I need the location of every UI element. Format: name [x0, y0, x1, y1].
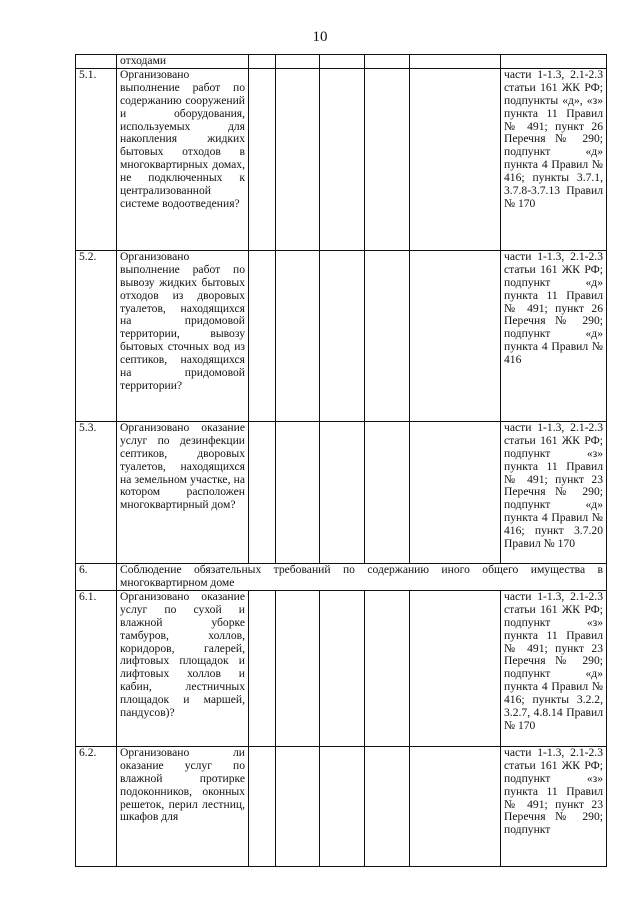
page-number: 10 [312, 29, 328, 45]
question-text: Организовано ли оказание услуг по влажной протирке подоконников, оконных решеток, перил лестниц, шкафов для [117, 746, 249, 866]
table-row [76, 746, 607, 866]
row-number: 5.1. [76, 68, 117, 250]
reference-text: части 1-1.3, 2.1-2.3 статьи 161 ЖК РФ; подпункты «д», «з» пункта 11 Правил № 491; пункт 26 Перечня № 290; подпункт «д» пункта 4 Правил № 416; пункты 3.7.1, 3.7.8-3.7.13 Правил № 170 [501, 68, 607, 250]
answer-cell [410, 55, 501, 69]
answer-cell [249, 55, 276, 69]
question-text: Организовано выполнение работ по содержанию сооружений и оборудования, используемых для накопления жидких бытовых отходов в многоквартирных домах, не подключенных к централизованной системе водоотведения? [117, 68, 249, 250]
reference-text [501, 55, 607, 69]
answer-cell [276, 250, 320, 421]
answer-cell [249, 68, 276, 250]
answer-cell [365, 746, 410, 866]
answer-cell [320, 590, 365, 746]
reference-text: части 1-1.3, 2.1-2.3 статьи 161 ЖК РФ; подпункт «з» пункта 11 Правил № 491; пункт 23 Перечня № 290; подпункт «д» пункта 4 Правил № 416; пункт 3.7.20 Правил № 170 [501, 421, 607, 563]
answer-cell [320, 746, 365, 866]
reference-text: части 1-1.3, 2.1-2.3 статьи 161 ЖК РФ; подпункт «з» пункта 11 Правил № 491; пункт 23 Перечня № 290; подпункт [501, 746, 607, 866]
answer-cell [320, 421, 365, 563]
answer-cell [249, 590, 276, 746]
answer-cell [320, 68, 365, 250]
answer-cell [276, 590, 320, 746]
checklist-table [75, 54, 607, 867]
question-text: Организовано выполнение работ по вывозу жидких бытовых отходов из дворовых туалетов, находящихся на придомовой территории, вывозу бытовых сточных вод из септиков, находящихся на придомовой территории? [117, 250, 249, 421]
reference-text: части 1-1.3, 2.1-2.3 статьи 161 ЖК РФ; подпункт «д» пункта 11 Правил № 491; пункт 26 Перечня № 290; подпункт «д» пункта 4 Правил № 416 [501, 250, 607, 421]
answer-cell [410, 250, 501, 421]
answer-cell [249, 421, 276, 563]
question-text: Организовано оказание услуг по дезинфекции септиков, дворовых туалетов, находящихся на земельном участке, на котором расположен многоквартирный дом? [117, 421, 249, 563]
section-row [76, 563, 607, 590]
answer-cell [320, 250, 365, 421]
answer-cell [320, 55, 365, 69]
row-number: 6.1. [76, 590, 117, 746]
answer-cell [276, 421, 320, 563]
question-text: отходами [117, 55, 249, 69]
answer-cell [365, 590, 410, 746]
answer-cell [410, 68, 501, 250]
table-row [76, 55, 607, 69]
table-row [76, 590, 607, 746]
question-text: Организовано оказание услуг по сухой и влажной уборке тамбуров, холлов, коридоров, галерей, лифтовых площадок и лифтовых холлов и кабин, лестничных площадок и маршей, пандусов)? [117, 590, 249, 746]
row-number: 5.3. [76, 421, 117, 563]
answer-cell [249, 746, 276, 866]
answer-cell [410, 421, 501, 563]
table-row [76, 421, 607, 563]
table-row [76, 250, 607, 421]
answer-cell [365, 421, 410, 563]
row-number: 6.2. [76, 746, 117, 866]
answer-cell [276, 68, 320, 250]
section-title: Соблюдение обязательных требований по содержанию иного общего имущества в многоквартирном доме [117, 563, 607, 590]
row-number: 5.2. [76, 250, 117, 421]
answer-cell [410, 590, 501, 746]
answer-cell [365, 68, 410, 250]
answer-cell [249, 250, 276, 421]
row-number [76, 55, 117, 69]
answer-cell [365, 250, 410, 421]
table-row [76, 68, 607, 250]
answer-cell [410, 746, 501, 866]
reference-text: части 1-1.3, 2.1-2.3 статьи 161 ЖК РФ; подпункт «з» пункта 11 Правил № 491; пункт 23 Перечня № 290; подпункт «д» пункта 4 Правил № 416; пункты 3.2.2, 3.2.7, 4.8.14 Правил № 170 [501, 590, 607, 746]
answer-cell [276, 55, 320, 69]
section-number: 6. [76, 563, 117, 590]
answer-cell [365, 55, 410, 69]
answer-cell [276, 746, 320, 866]
